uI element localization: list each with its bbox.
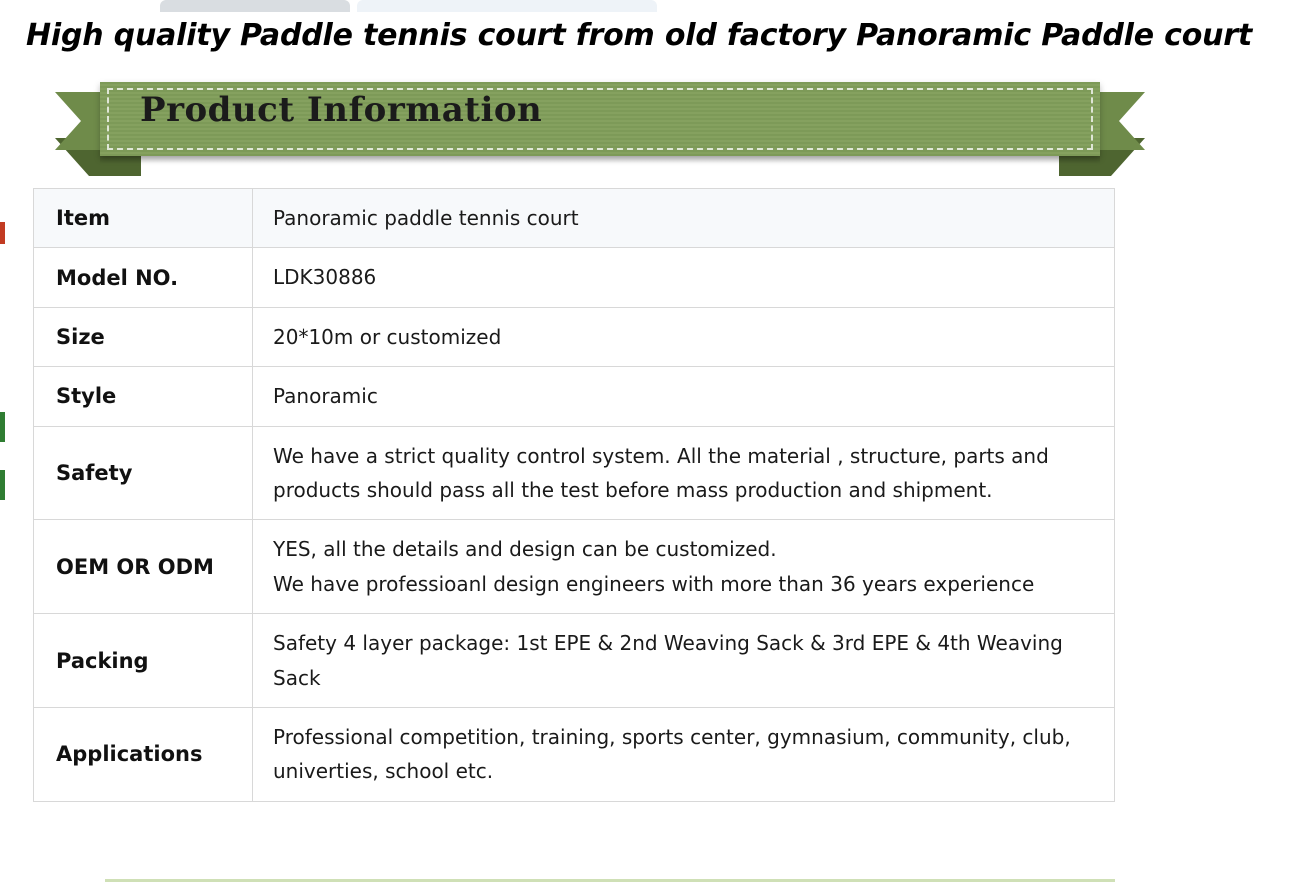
- row-label: Safety: [34, 426, 253, 520]
- browser-chrome-strip: [0, 0, 1305, 12]
- row-value-line: Professional competition, training, sports center, gymnasium, community, club, univerties, school etc.: [273, 724, 1071, 784]
- edge-marker-red: [0, 222, 5, 244]
- table-row: [34, 520, 1115, 614]
- row-value: [253, 189, 1115, 248]
- row-value: [253, 367, 1115, 426]
- row-label: Applications: [34, 707, 253, 801]
- browser-tab-inactive[interactable]: [160, 0, 350, 12]
- page-left-edge-artifacts: [0, 0, 8, 885]
- row-label: Size: [34, 307, 253, 366]
- row-label: OEM OR ODM: [34, 520, 253, 614]
- ribbon-shadow: [100, 156, 1100, 164]
- row-value-line: Panoramic paddle tennis court: [273, 206, 579, 230]
- edge-marker-green-2: [0, 470, 5, 500]
- row-value-line: LDK30886: [273, 265, 377, 290]
- table-row: [34, 426, 1115, 520]
- page-title: High quality Paddle tennis court from old factory Panoramic Paddle court: [26, 18, 1253, 53]
- row-value: [253, 307, 1115, 366]
- row-value: [253, 520, 1115, 614]
- banner-title: Product Information: [140, 90, 543, 130]
- row-label: Style: [34, 367, 253, 426]
- browser-tab-active[interactable]: [357, 0, 657, 12]
- row-value-line: Panoramic: [273, 384, 378, 409]
- product-information-banner: [55, 78, 1145, 180]
- product-information-table-body: [34, 189, 1115, 802]
- table-row: [34, 707, 1115, 801]
- row-label: Model NO.: [34, 248, 253, 307]
- table-row: [34, 189, 1115, 248]
- bottom-divider: [105, 879, 1115, 882]
- row-value: [253, 248, 1115, 307]
- table-row: [34, 367, 1115, 426]
- table-row: [34, 248, 1115, 307]
- row-value: [253, 707, 1115, 801]
- product-information-table: [33, 188, 1115, 802]
- row-label: Packing: [34, 614, 253, 708]
- row-value-line: 20*10m or customized: [273, 324, 502, 349]
- row-value: [253, 614, 1115, 708]
- row-value-line: Safety 4 layer package: 1st EPE & 2nd Weaving Sack & 3rd EPE & 4th Weaving Sack: [273, 631, 1063, 690]
- edge-marker-green-1: [0, 412, 5, 442]
- row-value-line: YES, all the details and design can be customized.: [273, 537, 777, 562]
- row-value: [253, 426, 1115, 520]
- table-row: [34, 307, 1115, 366]
- row-value-line: We have professioanl design engineers with more than 36 years experience: [273, 571, 1035, 596]
- row-label: Item: [34, 189, 253, 248]
- table-row: [34, 614, 1115, 708]
- row-value-line: We have a strict quality control system. All the material , structure, parts and products should pass all the test before mass production and shipment.: [273, 443, 1049, 502]
